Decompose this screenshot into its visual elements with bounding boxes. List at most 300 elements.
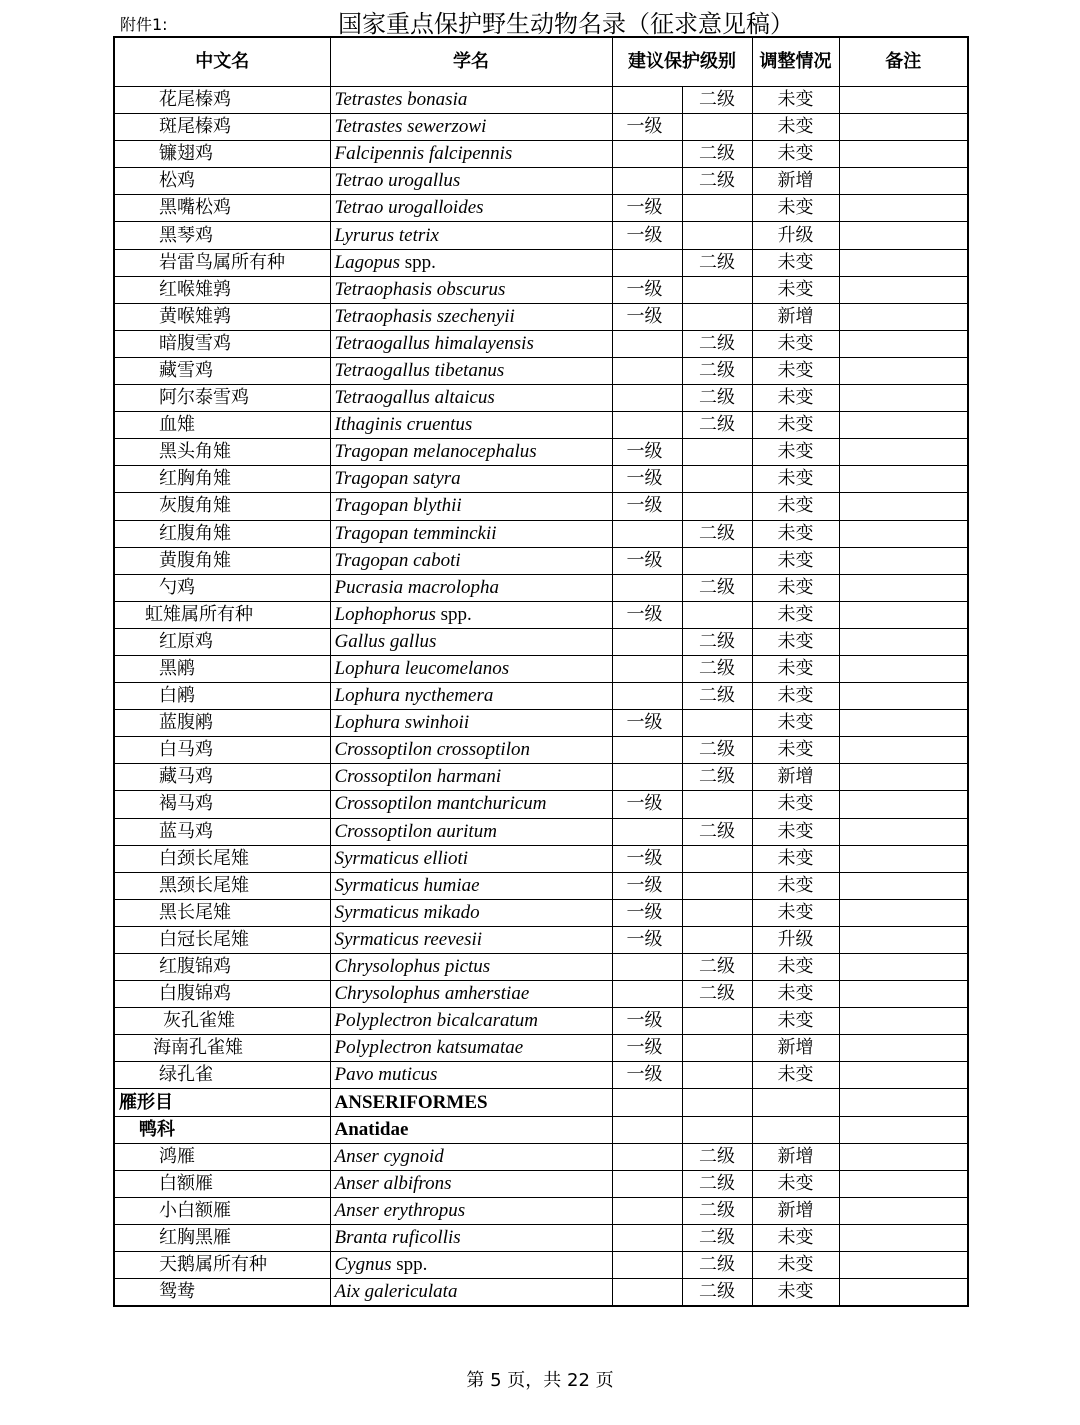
chinese-name-cell: 红腹角雉 xyxy=(114,520,330,547)
chinese-name-cell: 岩雷鸟属所有种 xyxy=(114,249,330,276)
remarks-cell xyxy=(839,276,968,303)
table-row xyxy=(114,141,968,168)
level-one-cell xyxy=(612,168,682,195)
scientific-name-cell xyxy=(330,222,612,249)
adjustment-cell: 未变 xyxy=(752,655,839,682)
remarks-cell xyxy=(839,547,968,574)
adjustment-cell: 未变 xyxy=(752,574,839,601)
chinese-name-cell: 白马鸡 xyxy=(114,737,330,764)
remarks-cell xyxy=(839,303,968,330)
order-row xyxy=(114,1089,968,1116)
header-adjustment: 调整情况 xyxy=(752,37,839,87)
level-two-cell xyxy=(682,276,752,303)
scientific-name-cell xyxy=(330,1116,612,1143)
scientific-name-cell xyxy=(330,412,612,439)
level-two-cell xyxy=(682,1062,752,1089)
level-two-cell: 二级 xyxy=(682,818,752,845)
remarks-cell xyxy=(839,1089,968,1116)
scientific-name-text: Polyplectron bicalcaratum xyxy=(334,1010,538,1032)
adjustment-cell: 未变 xyxy=(752,114,839,141)
scientific-name-cell xyxy=(330,764,612,791)
remarks-cell xyxy=(839,1035,968,1062)
level-one-cell xyxy=(612,818,682,845)
spp-suffix: spp. xyxy=(404,251,436,273)
table-row xyxy=(114,1062,968,1089)
table-row xyxy=(114,1252,968,1279)
chinese-name-cell: 血雉 xyxy=(114,412,330,439)
level-two-cell: 二级 xyxy=(682,1252,752,1279)
spp-suffix: spp. xyxy=(396,1254,428,1276)
adjustment-cell: 未变 xyxy=(752,845,839,872)
remarks-cell xyxy=(839,737,968,764)
adjustment-cell: 未变 xyxy=(752,791,839,818)
level-two-cell: 二级 xyxy=(682,628,752,655)
chinese-name-cell: 虹雉属所有种 xyxy=(114,601,330,628)
scientific-name-text: Anser cygnoid xyxy=(334,1145,444,1167)
table-row xyxy=(114,493,968,520)
level-two-cell: 二级 xyxy=(682,357,752,384)
scientific-name-text: Chrysolophus amherstiae xyxy=(334,983,530,1005)
scientific-name-cell xyxy=(330,845,612,872)
level-one-cell xyxy=(612,87,682,114)
level-one-cell xyxy=(612,574,682,601)
remarks-cell xyxy=(839,520,968,547)
remarks-cell xyxy=(839,385,968,412)
scientific-name-cell xyxy=(330,872,612,899)
scientific-name-text: Polyplectron katsumatae xyxy=(334,1037,524,1059)
table-row xyxy=(114,1035,968,1062)
table-row xyxy=(114,710,968,737)
chinese-name-cell: 白冠长尾雉 xyxy=(114,926,330,953)
scientific-name-text: Crossoptilon crossoptilon xyxy=(334,739,530,761)
table-row xyxy=(114,1170,968,1197)
chinese-name-cell: 灰孔雀雉 xyxy=(114,1008,330,1035)
level-one-cell: 一级 xyxy=(612,493,682,520)
level-two-cell: 二级 xyxy=(682,981,752,1008)
remarks-cell xyxy=(839,1143,968,1170)
level-one-cell: 一级 xyxy=(612,114,682,141)
adjustment-cell: 未变 xyxy=(752,1008,839,1035)
level-one-cell xyxy=(612,628,682,655)
chinese-name-cell: 暗腹雪鸡 xyxy=(114,330,330,357)
level-two-cell: 二级 xyxy=(682,520,752,547)
adjustment-cell: 未变 xyxy=(752,954,839,981)
level-one-cell xyxy=(612,1224,682,1251)
scientific-name-text: Tragopan satyra xyxy=(334,468,461,490)
level-one-cell xyxy=(612,1197,682,1224)
remarks-cell xyxy=(839,899,968,926)
scientific-name-cell xyxy=(330,547,612,574)
level-two-cell xyxy=(682,926,752,953)
level-two-cell xyxy=(682,845,752,872)
table-row xyxy=(114,87,968,114)
scientific-name-cell xyxy=(330,1089,612,1116)
chinese-name-cell: 红腹锦鸡 xyxy=(114,954,330,981)
level-two-cell: 二级 xyxy=(682,385,752,412)
level-two-cell: 二级 xyxy=(682,683,752,710)
scientific-name-cell xyxy=(330,357,612,384)
scientific-name-text: Tragopan caboti xyxy=(334,549,461,571)
scientific-name-text: Aix galericulata xyxy=(334,1281,458,1303)
table-row xyxy=(114,1224,968,1251)
scientific-name-text: Lophophorus xyxy=(334,603,436,625)
level-one-cell xyxy=(612,737,682,764)
adjustment-cell: 未变 xyxy=(752,412,839,439)
scientific-name-cell xyxy=(330,1062,612,1089)
remarks-cell xyxy=(839,412,968,439)
level-two-cell xyxy=(682,195,752,222)
level-one-cell xyxy=(612,981,682,1008)
adjustment-cell: 未变 xyxy=(752,601,839,628)
adjustment-cell: 未变 xyxy=(752,683,839,710)
chinese-name-cell: 白颈长尾雉 xyxy=(114,845,330,872)
scientific-name-text: Syrmaticus ellioti xyxy=(334,847,469,869)
level-two-cell: 二级 xyxy=(682,87,752,114)
level-one-cell xyxy=(612,1170,682,1197)
level-one-cell xyxy=(612,1279,682,1307)
header-remarks: 备注 xyxy=(839,37,968,87)
table-row xyxy=(114,439,968,466)
scientific-name-cell xyxy=(330,1279,612,1307)
chinese-name-cell: 松鸡 xyxy=(114,168,330,195)
scientific-name-text: Tetraophasis obscurus xyxy=(334,278,506,300)
remarks-cell xyxy=(839,114,968,141)
chinese-name-cell: 鸳鸯 xyxy=(114,1279,330,1307)
scientific-name-cell xyxy=(330,114,612,141)
level-two-cell: 二级 xyxy=(682,954,752,981)
scientific-name-cell xyxy=(330,1035,612,1062)
level-one-cell xyxy=(612,1116,682,1143)
table-row xyxy=(114,1197,968,1224)
table-row xyxy=(114,276,968,303)
remarks-cell xyxy=(839,1224,968,1251)
scientific-name-text: Syrmaticus humiae xyxy=(334,874,480,896)
adjustment-cell: 未变 xyxy=(752,439,839,466)
level-two-cell: 二级 xyxy=(682,330,752,357)
remarks-cell xyxy=(839,439,968,466)
remarks-cell xyxy=(839,249,968,276)
level-one-cell: 一级 xyxy=(612,710,682,737)
adjustment-cell xyxy=(752,1089,839,1116)
table-row xyxy=(114,791,968,818)
level-two-cell xyxy=(682,303,752,330)
chinese-name-cell: 小白额雁 xyxy=(114,1197,330,1224)
adjustment-cell: 未变 xyxy=(752,737,839,764)
scientific-name-text: Chrysolophus pictus xyxy=(334,956,491,978)
header-chinese-name: 中文名 xyxy=(114,37,330,87)
level-one-cell: 一级 xyxy=(612,872,682,899)
scientific-name-text: Crossoptilon harmani xyxy=(334,766,502,788)
scientific-name-text: Tetrastes bonasia xyxy=(334,89,468,111)
level-one-cell xyxy=(612,1252,682,1279)
level-one-cell: 一级 xyxy=(612,466,682,493)
scientific-name-cell xyxy=(330,954,612,981)
scientific-name-text: Lophura nycthemera xyxy=(334,685,494,707)
table-row xyxy=(114,845,968,872)
adjustment-cell: 未变 xyxy=(752,87,839,114)
chinese-name-cell: 黑琴鸡 xyxy=(114,222,330,249)
table-row xyxy=(114,1008,968,1035)
scientific-name-cell xyxy=(330,1008,612,1035)
adjustment-cell: 未变 xyxy=(752,872,839,899)
remarks-cell xyxy=(839,1116,968,1143)
scientific-name-cell xyxy=(330,439,612,466)
scientific-name-cell xyxy=(330,493,612,520)
family-row xyxy=(114,1116,968,1143)
adjustment-cell: 升级 xyxy=(752,222,839,249)
level-one-cell: 一级 xyxy=(612,926,682,953)
table-header-row xyxy=(114,37,968,87)
table-row xyxy=(114,655,968,682)
remarks-cell xyxy=(839,655,968,682)
adjustment-cell: 未变 xyxy=(752,981,839,1008)
scientific-name-cell xyxy=(330,330,612,357)
chinese-name-cell: 白额雁 xyxy=(114,1170,330,1197)
chinese-name-cell: 黑头角雉 xyxy=(114,439,330,466)
chinese-name-cell: 斑尾榛鸡 xyxy=(114,114,330,141)
remarks-cell xyxy=(839,1170,968,1197)
scientific-name-text: Anatidae xyxy=(334,1118,409,1140)
header-protection-level: 建议保护级别 xyxy=(612,37,752,87)
scientific-name-cell xyxy=(330,1170,612,1197)
remarks-cell xyxy=(839,954,968,981)
adjustment-cell: 未变 xyxy=(752,547,839,574)
table-row xyxy=(114,872,968,899)
scientific-name-cell xyxy=(330,710,612,737)
table-row xyxy=(114,574,968,601)
table-row xyxy=(114,818,968,845)
scientific-name-text: Anser albifrons xyxy=(334,1172,452,1194)
chinese-name-cell: 红喉雉鹑 xyxy=(114,276,330,303)
table-row xyxy=(114,357,968,384)
scientific-name-cell xyxy=(330,683,612,710)
scientific-name-text: Lyrurus tetrix xyxy=(334,224,439,246)
adjustment-cell: 新增 xyxy=(752,764,839,791)
scientific-name-cell xyxy=(330,1224,612,1251)
level-two-cell: 二级 xyxy=(682,1224,752,1251)
scientific-name-text: Crossoptilon auritum xyxy=(334,820,497,842)
level-one-cell xyxy=(612,520,682,547)
table-row xyxy=(114,222,968,249)
remarks-cell xyxy=(839,195,968,222)
scientific-name-text: Pucrasia macrolopha xyxy=(334,576,499,598)
chinese-name-cell: 褐马鸡 xyxy=(114,791,330,818)
adjustment-cell: 未变 xyxy=(752,357,839,384)
adjustment-cell: 未变 xyxy=(752,899,839,926)
remarks-cell xyxy=(839,981,968,1008)
table-row xyxy=(114,168,968,195)
adjustment-cell: 未变 xyxy=(752,385,839,412)
level-two-cell xyxy=(682,547,752,574)
adjustment-cell xyxy=(752,1116,839,1143)
level-two-cell xyxy=(682,710,752,737)
level-two-cell: 二级 xyxy=(682,574,752,601)
scientific-name-text: Tetraogallus altaicus xyxy=(334,387,495,409)
adjustment-cell: 未变 xyxy=(752,628,839,655)
level-one-cell xyxy=(612,357,682,384)
level-one-cell: 一级 xyxy=(612,845,682,872)
level-one-cell: 一级 xyxy=(612,601,682,628)
scientific-name-cell xyxy=(330,601,612,628)
chinese-name-cell: 灰腹角雉 xyxy=(114,493,330,520)
scientific-name-cell xyxy=(330,818,612,845)
level-two-cell: 二级 xyxy=(682,1170,752,1197)
adjustment-cell: 未变 xyxy=(752,1224,839,1251)
chinese-name-cell: 黑长尾雉 xyxy=(114,899,330,926)
adjustment-cell: 未变 xyxy=(752,249,839,276)
remarks-cell xyxy=(839,168,968,195)
chinese-name-cell: 鸭科 xyxy=(114,1116,330,1143)
chinese-name-cell: 鸿雁 xyxy=(114,1143,330,1170)
level-one-cell xyxy=(612,330,682,357)
scientific-name-text: Gallus gallus xyxy=(334,630,437,652)
chinese-name-cell: 镰翅鸡 xyxy=(114,141,330,168)
scientific-name-cell xyxy=(330,1252,612,1279)
level-one-cell xyxy=(612,764,682,791)
remarks-cell xyxy=(839,1252,968,1279)
chinese-name-cell: 藏马鸡 xyxy=(114,764,330,791)
scientific-name-text: ANSERIFORMES xyxy=(334,1091,488,1113)
attachment-label: 附件1: xyxy=(120,15,168,34)
chinese-name-cell: 黑颈长尾雉 xyxy=(114,872,330,899)
level-one-cell xyxy=(612,954,682,981)
table-row xyxy=(114,1279,968,1307)
scientific-name-text: Lophura leucomelanos xyxy=(334,658,510,680)
remarks-cell xyxy=(839,330,968,357)
remarks-cell xyxy=(839,683,968,710)
chinese-name-cell: 黄腹角雉 xyxy=(114,547,330,574)
remarks-cell xyxy=(839,357,968,384)
scientific-name-text: Branta ruficollis xyxy=(334,1226,461,1248)
level-one-cell xyxy=(612,655,682,682)
table-row xyxy=(114,303,968,330)
remarks-cell xyxy=(839,466,968,493)
level-one-cell: 一级 xyxy=(612,222,682,249)
chinese-name-cell: 绿孔雀 xyxy=(114,1062,330,1089)
table-row xyxy=(114,954,968,981)
level-one-cell: 一级 xyxy=(612,303,682,330)
remarks-cell xyxy=(839,1008,968,1035)
scientific-name-text: Tetraogallus tibetanus xyxy=(334,359,505,381)
adjustment-cell: 新增 xyxy=(752,168,839,195)
level-two-cell: 二级 xyxy=(682,141,752,168)
page-footer: 第 5 页，共 22 页 xyxy=(466,1370,614,1391)
table-row xyxy=(114,195,968,222)
level-two-cell xyxy=(682,439,752,466)
header-scientific-name: 学名 xyxy=(330,37,612,87)
table-row xyxy=(114,1143,968,1170)
level-two-cell xyxy=(682,1089,752,1116)
level-two-cell xyxy=(682,872,752,899)
scientific-name-text: Falcipennis falcipennis xyxy=(334,143,513,165)
level-two-cell: 二级 xyxy=(682,655,752,682)
adjustment-cell: 未变 xyxy=(752,1279,839,1307)
remarks-cell xyxy=(839,493,968,520)
spp-suffix: spp. xyxy=(440,603,472,625)
level-two-cell xyxy=(682,466,752,493)
table-row xyxy=(114,114,968,141)
scientific-name-cell xyxy=(330,926,612,953)
chinese-name-cell: 白腹锦鸡 xyxy=(114,981,330,1008)
adjustment-cell: 未变 xyxy=(752,141,839,168)
level-two-cell xyxy=(682,899,752,926)
chinese-name-cell: 阿尔泰雪鸡 xyxy=(114,385,330,412)
scientific-name-cell xyxy=(330,168,612,195)
remarks-cell xyxy=(839,1062,968,1089)
level-two-cell xyxy=(682,791,752,818)
level-two-cell: 二级 xyxy=(682,168,752,195)
scientific-name-text: Anser erythropus xyxy=(334,1199,466,1221)
level-two-cell: 二级 xyxy=(682,1279,752,1307)
species-table xyxy=(113,36,969,1307)
level-two-cell: 二级 xyxy=(682,249,752,276)
level-one-cell xyxy=(612,683,682,710)
scientific-name-text: Cygnus xyxy=(334,1254,392,1276)
table-row xyxy=(114,385,968,412)
chinese-name-cell: 黑鹇 xyxy=(114,655,330,682)
chinese-name-cell: 海南孔雀雉 xyxy=(114,1035,330,1062)
remarks-cell xyxy=(839,601,968,628)
table-row xyxy=(114,764,968,791)
chinese-name-cell: 勺鸡 xyxy=(114,574,330,601)
table-row xyxy=(114,601,968,628)
scientific-name-text: Pavo muticus xyxy=(334,1064,438,1086)
scientific-name-cell xyxy=(330,466,612,493)
remarks-cell xyxy=(839,1197,968,1224)
chinese-name-cell: 蓝腹鹇 xyxy=(114,710,330,737)
level-one-cell: 一级 xyxy=(612,1008,682,1035)
chinese-name-cell: 红胸角雉 xyxy=(114,466,330,493)
adjustment-cell: 未变 xyxy=(752,818,839,845)
scientific-name-cell xyxy=(330,249,612,276)
remarks-cell xyxy=(839,222,968,249)
scientific-name-text: Tetrastes sewerzowi xyxy=(334,116,487,138)
chinese-name-cell: 白鹇 xyxy=(114,683,330,710)
level-one-cell: 一级 xyxy=(612,1062,682,1089)
scientific-name-cell xyxy=(330,1143,612,1170)
table-row xyxy=(114,520,968,547)
adjustment-cell: 升级 xyxy=(752,926,839,953)
scientific-name-cell xyxy=(330,899,612,926)
adjustment-cell: 新增 xyxy=(752,1143,839,1170)
scientific-name-cell xyxy=(330,574,612,601)
remarks-cell xyxy=(839,574,968,601)
scientific-name-cell xyxy=(330,141,612,168)
level-one-cell xyxy=(612,141,682,168)
level-one-cell xyxy=(612,1089,682,1116)
level-two-cell: 二级 xyxy=(682,1143,752,1170)
remarks-cell xyxy=(839,845,968,872)
adjustment-cell: 未变 xyxy=(752,330,839,357)
scientific-name-cell xyxy=(330,87,612,114)
scientific-name-text: Ithaginis cruentus xyxy=(334,414,473,436)
scientific-name-cell xyxy=(330,655,612,682)
table-row xyxy=(114,737,968,764)
table-row xyxy=(114,981,968,1008)
adjustment-cell: 未变 xyxy=(752,276,839,303)
table-row xyxy=(114,249,968,276)
level-one-cell: 一级 xyxy=(612,791,682,818)
level-two-cell xyxy=(682,1008,752,1035)
remarks-cell xyxy=(839,87,968,114)
level-two-cell xyxy=(682,1035,752,1062)
remarks-cell xyxy=(839,818,968,845)
scientific-name-cell xyxy=(330,981,612,1008)
scientific-name-cell xyxy=(330,195,612,222)
adjustment-cell: 未变 xyxy=(752,1062,839,1089)
remarks-cell xyxy=(839,791,968,818)
level-one-cell: 一级 xyxy=(612,195,682,222)
